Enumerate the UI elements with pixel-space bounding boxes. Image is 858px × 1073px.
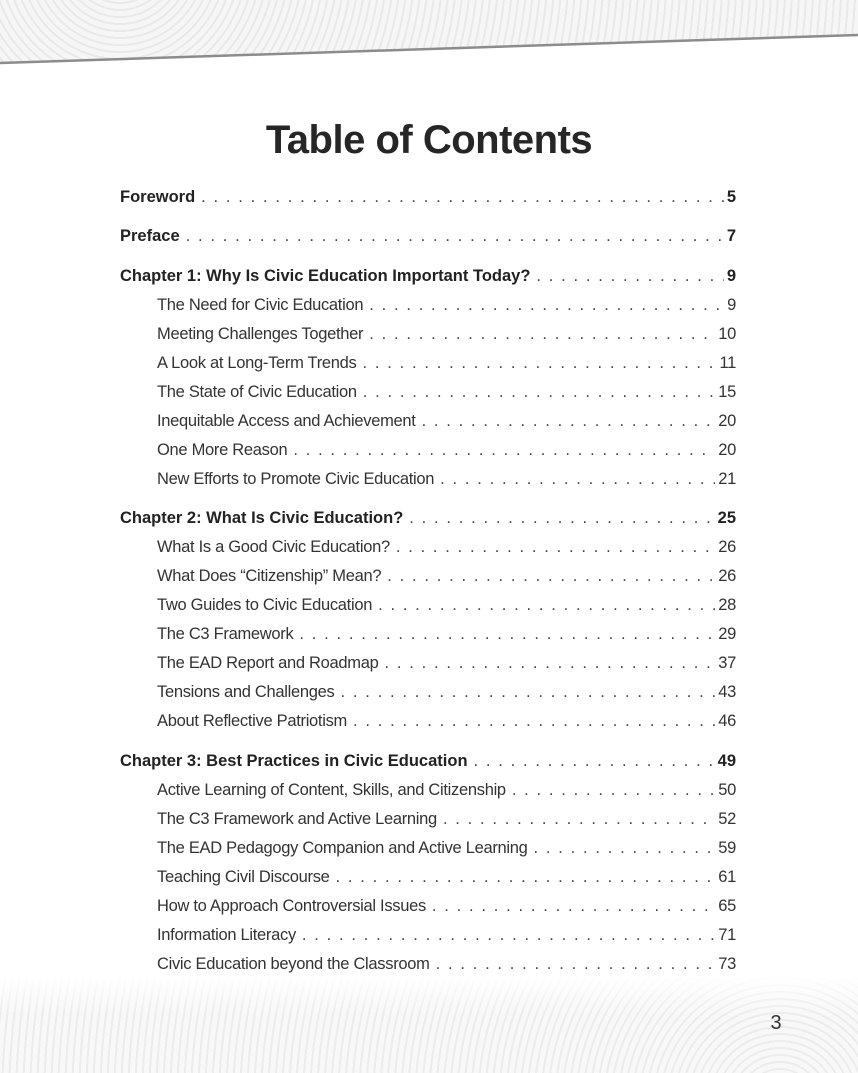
- toc-entry-foreword[interactable]: [120, 185, 736, 209]
- toc-entry-page: 9: [726, 267, 736, 285]
- dot-leader: [422, 409, 716, 433]
- toc-entry-label: Foreword: [120, 188, 196, 206]
- toc-entry-page: 65: [718, 897, 736, 915]
- toc-entry-label: Tensions and Challenges: [157, 683, 335, 701]
- toc-entry-section[interactable]: [157, 535, 736, 559]
- toc-entry-section[interactable]: [157, 923, 736, 947]
- dot-leader: [369, 293, 724, 317]
- dot-leader: [409, 506, 714, 530]
- toc-entry-section[interactable]: [157, 409, 736, 433]
- toc-entry-label: The C3 Framework: [157, 625, 294, 643]
- dot-leader: [534, 836, 716, 860]
- toc-entry-page: 21: [718, 470, 736, 488]
- toc-entry-label: One More Reason: [157, 441, 288, 459]
- toc-entry-section[interactable]: [157, 894, 736, 918]
- toc-entry-page: 46: [718, 712, 736, 730]
- toc-entry-page: 5: [726, 188, 736, 206]
- toc-entry-label: About Reflective Patriotism: [157, 712, 347, 730]
- toc-entry-label: Meeting Challenges Together: [157, 325, 364, 343]
- toc-entry-chapter-2[interactable]: [120, 506, 736, 530]
- toc-entry-page: 37: [718, 654, 736, 672]
- dot-leader: [302, 923, 715, 947]
- dot-leader: [340, 680, 715, 704]
- dot-leader: [396, 535, 715, 559]
- toc-entry-label: Chapter 2: What Is Civic Education?: [120, 509, 404, 527]
- toc-entry-page: 7: [726, 227, 736, 245]
- toc-entry-section[interactable]: [157, 952, 736, 976]
- toc-entry-section[interactable]: [157, 293, 736, 317]
- toc-entry-section[interactable]: [157, 351, 736, 375]
- dot-leader: [293, 438, 715, 462]
- toc-entry-page: 61: [718, 868, 736, 886]
- toc-entry-label: New Efforts to Promote Civic Education: [157, 470, 435, 488]
- dot-leader: [299, 622, 715, 646]
- dot-leader: [536, 264, 723, 288]
- toc-entry-section[interactable]: [157, 564, 736, 588]
- toc-entry-label: Inequitable Access and Achievement: [157, 412, 416, 430]
- toc-entry-section[interactable]: [157, 836, 736, 860]
- toc-entry-page: 9: [727, 296, 736, 314]
- toc-entry-section[interactable]: [157, 778, 736, 802]
- toc-entry-section[interactable]: [157, 807, 736, 831]
- toc-entry-section[interactable]: [157, 467, 736, 491]
- page-number: 3: [770, 1012, 782, 1034]
- page-title: Table of Contents: [265, 118, 593, 162]
- toc-entry-section[interactable]: [157, 622, 736, 646]
- dot-leader: [353, 709, 715, 733]
- dot-leader: [378, 593, 715, 617]
- toc-entry-label: Two Guides to Civic Education: [157, 596, 373, 614]
- toc-entry-label: The C3 Framework and Active Learning: [157, 810, 437, 828]
- toc-entry-page: 11: [719, 354, 736, 372]
- toc-entry-page: 49: [717, 752, 736, 770]
- dot-leader: [362, 351, 716, 375]
- toc-entry-label: Civic Education beyond the Classroom: [157, 955, 430, 973]
- toc-entry-section[interactable]: [157, 438, 736, 462]
- toc-entry-page: 52: [718, 810, 736, 828]
- toc-entry-label: Teaching Civil Discourse: [157, 868, 330, 886]
- toc-entry-preface[interactable]: [120, 224, 736, 248]
- toc-entry-label: The State of Civic Education: [157, 383, 357, 401]
- toc-entry-section[interactable]: [157, 709, 736, 733]
- toc-entry-page: 26: [718, 538, 736, 556]
- dot-leader: [363, 380, 715, 404]
- toc-entry-label: Chapter 1: Why Is Civic Education Important Today?: [120, 267, 531, 285]
- dot-leader: [440, 467, 715, 491]
- dot-leader: [369, 322, 715, 346]
- dot-leader: [186, 224, 724, 248]
- toc-entry-page: 25: [717, 509, 736, 527]
- toc-entry-section[interactable]: [157, 380, 736, 404]
- header-pattern-band: [0, 0, 858, 70]
- toc-entry-chapter-1[interactable]: [120, 264, 736, 288]
- toc-entry-chapter-3[interactable]: [120, 749, 736, 773]
- toc-entry-label: The EAD Pedagogy Companion and Active Learning: [157, 839, 528, 857]
- toc-entry-page: 10: [718, 325, 736, 343]
- toc-entry-section[interactable]: [157, 865, 736, 889]
- toc-entry-label: Active Learning of Content, Skills, and Citizenship: [157, 781, 506, 799]
- toc-entry-page: 50: [718, 781, 736, 799]
- toc-entry-page: 29: [718, 625, 736, 643]
- toc-entry-page: 73: [718, 955, 736, 973]
- toc-entry-page: 71: [718, 926, 736, 944]
- toc-entry-page: 20: [718, 441, 736, 459]
- toc-entry-label: Information Literacy: [157, 926, 296, 944]
- toc-entry-label: The Need for Civic Education: [157, 296, 364, 314]
- dot-leader: [512, 778, 715, 802]
- toc-entry-label: What Is a Good Civic Education?: [157, 538, 390, 556]
- toc-entry-label: Preface: [120, 227, 180, 245]
- toc-entry-page: 20: [718, 412, 736, 430]
- toc-entry-section[interactable]: [157, 651, 736, 675]
- dot-leader: [443, 807, 715, 831]
- toc-entry-label: What Does “Citizenship” Mean?: [157, 567, 382, 585]
- toc-entry-page: 43: [718, 683, 736, 701]
- toc-entry-page: 28: [718, 596, 736, 614]
- toc-entry-label: How to Approach Controversial Issues: [157, 897, 426, 915]
- toc-entry-section[interactable]: [157, 322, 736, 346]
- dot-leader: [432, 894, 715, 918]
- toc-entry-label: The EAD Report and Roadmap: [157, 654, 379, 672]
- dot-leader: [385, 651, 716, 675]
- toc-entry-label: A Look at Long-Term Trends: [157, 354, 357, 372]
- toc-entry-section[interactable]: [157, 593, 736, 617]
- toc-entry-page: 15: [718, 383, 736, 401]
- toc-entry-section[interactable]: [157, 680, 736, 704]
- toc-entry-page: 59: [718, 839, 736, 857]
- toc-entry-label: Chapter 3: Best Practices in Civic Education: [120, 752, 468, 770]
- dot-leader: [336, 865, 716, 889]
- footer-pattern-band: [0, 975, 858, 1073]
- dot-leader: [201, 185, 724, 209]
- dot-leader: [387, 564, 715, 588]
- dot-leader: [436, 952, 716, 976]
- dot-leader: [474, 749, 715, 773]
- toc-entry-page: 26: [718, 567, 736, 585]
